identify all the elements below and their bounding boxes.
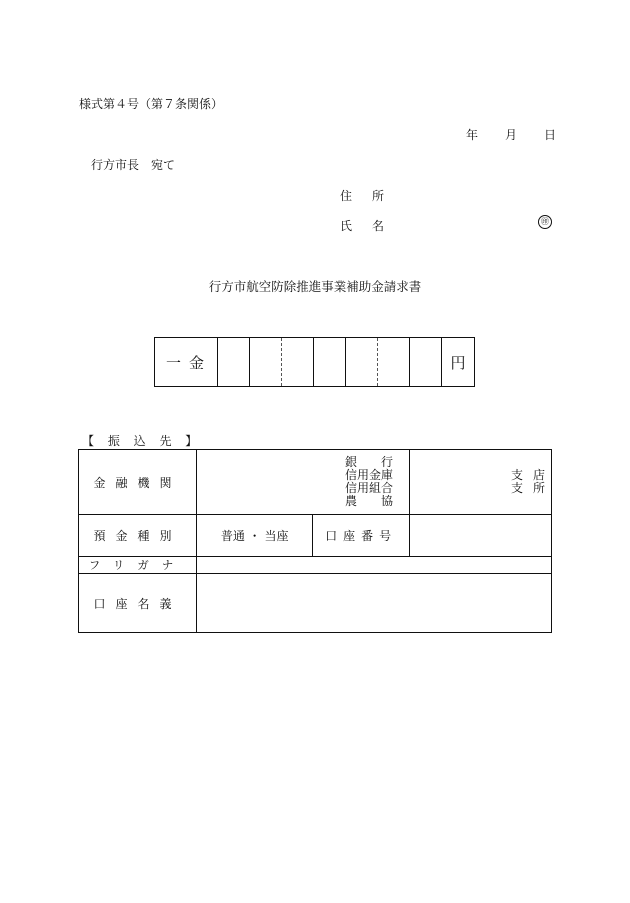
- account-number-field[interactable]: [410, 515, 552, 557]
- branch-name-field[interactable]: [410, 450, 555, 515]
- name-label: 氏名: [340, 219, 405, 233]
- amount-digit-cell[interactable]: [250, 338, 282, 386]
- amount-unit: 円: [450, 353, 466, 372]
- institution-type-nokyo: 農 協: [344, 494, 393, 508]
- deposit-type-cell: [197, 515, 410, 557]
- address-label-row: [340, 187, 404, 204]
- account-holder-label: 口座名義: [79, 574, 197, 633]
- seal-mark: ㊞: [538, 215, 552, 229]
- table-row: [79, 557, 552, 574]
- amount-digit-cell[interactable]: [282, 338, 314, 386]
- amount-box: [154, 337, 475, 387]
- transfer-heading: 【 振 込 先 】: [82, 434, 203, 448]
- deposit-type-options[interactable]: 普通 ・ 当座: [197, 515, 313, 556]
- amount-prefix: 一金: [155, 338, 218, 386]
- financial-institution-label: 金融機関: [79, 450, 197, 515]
- date-day-label: 日: [543, 128, 556, 142]
- table-row: [79, 515, 552, 557]
- amount-digit-cell[interactable]: [410, 338, 442, 386]
- account-holder-field[interactable]: [197, 574, 552, 633]
- document-title: 行方市航空防除推進事業補助金請求書: [208, 279, 422, 294]
- addressee: 行方市長 宛て: [91, 158, 176, 172]
- form-number: 様式第４号（第７条関係）: [79, 97, 224, 111]
- date-month-label: 月: [504, 128, 517, 142]
- institution-type-kumiai: 信用組合: [344, 481, 393, 495]
- amount-digit-cell[interactable]: [218, 338, 250, 386]
- table-row: [79, 450, 552, 515]
- transfer-table: [78, 449, 555, 633]
- amount-digit-cell[interactable]: [346, 338, 378, 386]
- amount-digit-cell[interactable]: [314, 338, 346, 386]
- institution-type-bank: 銀 行: [344, 455, 393, 469]
- institution-type-shinkin: 信用金庫: [344, 468, 393, 482]
- amount-digit-cell[interactable]: [378, 338, 410, 386]
- address-label: 住所: [340, 189, 405, 203]
- branch-type-shiten: 支店: [510, 468, 555, 482]
- branch-type-shisho: 支所: [510, 481, 555, 495]
- deposit-type-subtable: [197, 515, 409, 556]
- name-label-row: [340, 217, 404, 234]
- date-line: [466, 126, 556, 143]
- institution-name-field[interactable]: [197, 450, 410, 515]
- furigana-label: フリガナ: [79, 557, 197, 574]
- furigana-field[interactable]: [197, 557, 552, 574]
- date-year-label: 年: [466, 128, 479, 142]
- table-row: [197, 515, 409, 556]
- table-row: [79, 574, 552, 633]
- deposit-type-label: 預金種別: [79, 515, 197, 557]
- account-number-label: 口座番号: [325, 529, 398, 543]
